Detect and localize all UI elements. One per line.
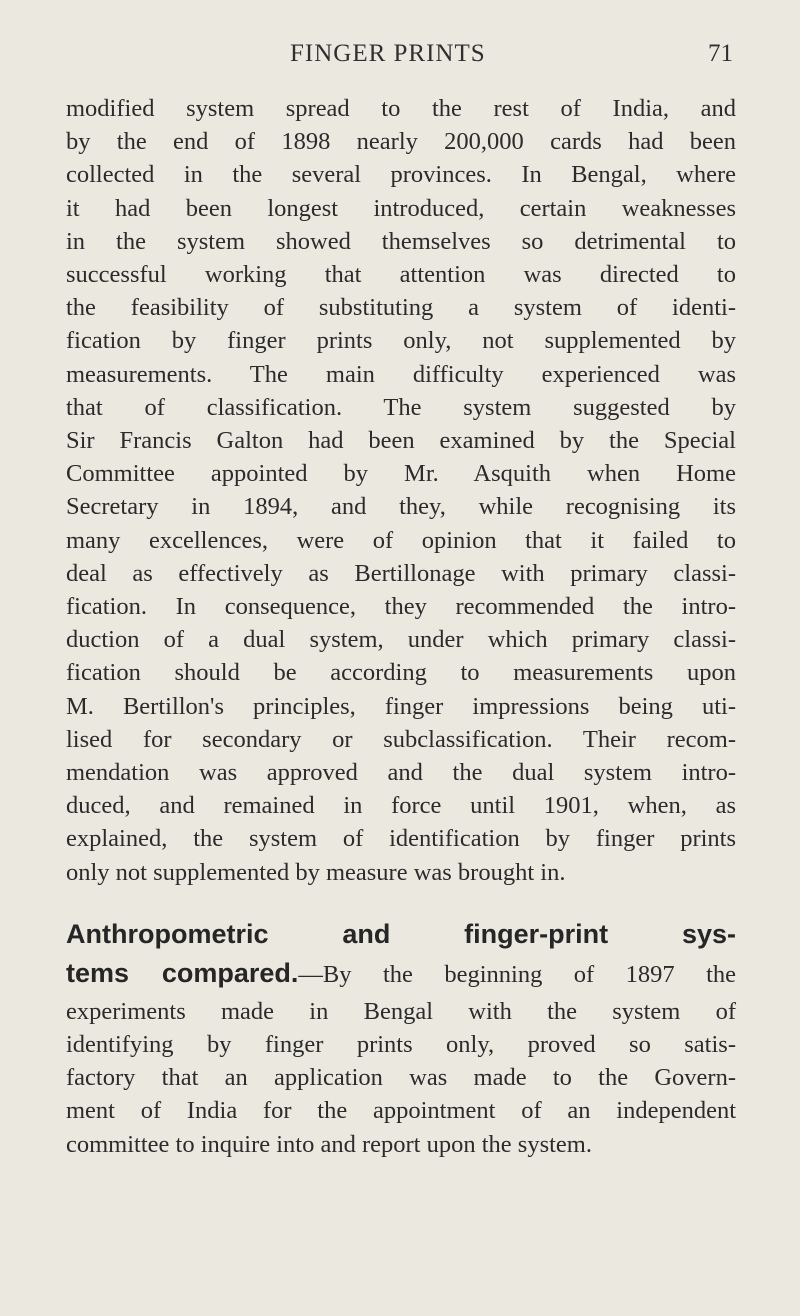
text-line: successful working that attention was directed to — [66, 261, 736, 289]
paragraph — [66, 92, 736, 889]
text-line: the feasibility of substituting a system of identi- — [66, 294, 736, 322]
text-line: duced, and remained in force until 1901, when, as — [66, 792, 736, 820]
text-line: it had been longest introduced, certain weaknesses — [66, 194, 736, 222]
section-heading-end: tems compared. — [66, 957, 299, 988]
text-line: Secretary in 1894, and they, while recognising its — [66, 493, 736, 521]
section-heading-line — [66, 917, 736, 956]
body-text — [66, 92, 736, 1161]
text-line: Sir Francis Galton had been examined by the Special — [66, 427, 736, 455]
text-line: explained, the system of identification by finger prints — [66, 825, 736, 853]
text-line: identifying by finger prints only, proved so satis- — [66, 1031, 736, 1059]
text-line: many excellences, were of opinion that it failed to — [66, 526, 736, 554]
page-header — [0, 40, 800, 80]
text-line: modified system spread to the rest of India, and — [66, 95, 736, 122]
text-line: only not supplemented by measure was brought in. — [66, 858, 566, 886]
text-line: that of classification. The system suggested by — [66, 393, 736, 421]
section-heading-continuation: —By the beginning of 1897 the — [298, 960, 736, 988]
text-line: fication should be according to measurements upon — [66, 659, 736, 687]
text-line: duction of a dual system, under which primary classi- — [66, 626, 736, 654]
running-title: FINGER PRINTS — [290, 40, 486, 67]
text-line: ment of India for the appointment of an independent — [66, 1097, 736, 1125]
text-line: by the end of 1898 nearly 200,000 cards had been — [66, 128, 736, 156]
text-line: in the system showed themselves so detrimental to — [66, 227, 736, 255]
text-line: experiments made in Bengal with the system of — [66, 997, 736, 1025]
text-line: mendation was approved and the dual system intro- — [66, 759, 736, 787]
section-heading-line — [66, 956, 736, 995]
section-paragraph — [66, 917, 736, 1161]
paragraph-spacer — [66, 889, 736, 917]
text-line: factory that an application was made to the Govern- — [66, 1064, 736, 1092]
page-number: 71 — [708, 40, 733, 67]
text-line: collected in the several provinces. In Bengal, where — [66, 161, 736, 189]
text-line: measurements. The main difficulty experienced was — [66, 360, 736, 388]
text-line: fication by finger prints only, not supplemented by — [66, 327, 736, 355]
section-heading: Anthropometric and finger-print sys- — [66, 918, 736, 949]
text-line: fication. In consequence, they recommended the intro- — [66, 593, 736, 621]
text-line: M. Bertillon's principles, finger impressions being uti- — [66, 692, 736, 720]
text-line: Committee appointed by Mr. Asquith when Home — [66, 460, 736, 488]
text-line: lised for secondary or subclassification. Their recom- — [66, 725, 736, 753]
text-line: committee to inquire into and report upon the system. — [66, 1130, 592, 1158]
text-line: deal as effectively as Bertillonage with primary classi- — [66, 559, 736, 587]
